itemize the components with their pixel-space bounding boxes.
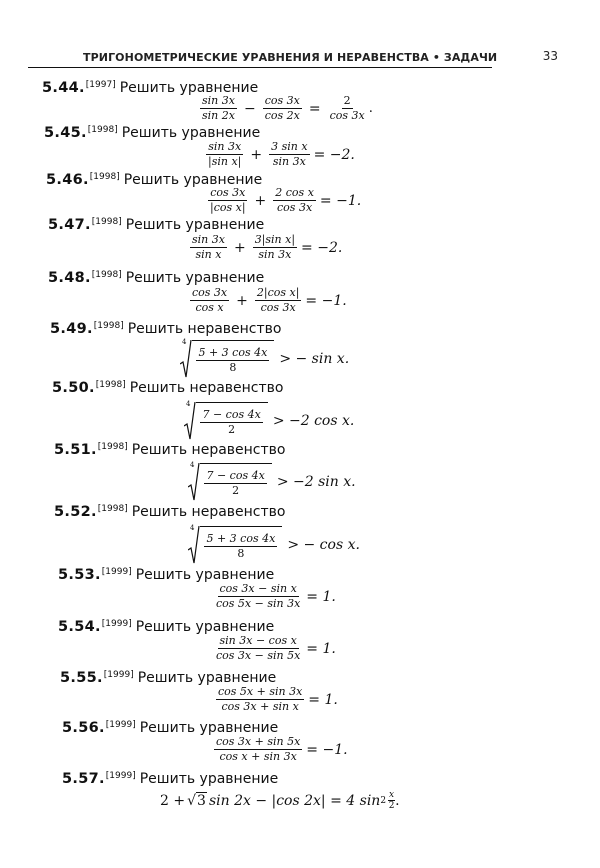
fraction: $\frac{\cos 3x + \sin 5x}{\text{cos x + sin 3x}}$ — [216, 735, 301, 763]
problem-year: [1998] — [97, 442, 128, 452]
problem-5-55-formula: $\frac{\cos 5x + \sin 3x}{\text{cos 3x + sin x}}$ = 1. — [218, 685, 338, 713]
problem-task: Решить уравнение — [125, 217, 265, 233]
problem-5-56-formula: $\frac{\cos 3x + \sin 5x}{\text{cos x + sin 3x}}$ = −1. — [216, 735, 348, 763]
problem-number: 5.49. — [50, 321, 93, 337]
problem-5-57-formula: 2 + √ 3 sin 2x − |cos 2x| = 4 sin 2 x 2 . — [160, 790, 400, 811]
problem-number: 5.51. — [54, 442, 97, 458]
problem-5-56-heading — [62, 720, 278, 736]
problem-5-51-formula: 4 $\frac{7 - \cos 4x}{2}$ > −2 sin x. — [190, 463, 356, 501]
problem-5-55-heading — [60, 670, 276, 686]
problem-5-53-heading — [58, 567, 274, 583]
running-head: ТРИГОНОМЕТРИЧЕСКИЕ УРАВНЕНИЯ И НЕРАВЕНСТВА • ЗАДАЧИ — [83, 51, 498, 64]
page-number: 33 — [542, 49, 558, 63]
problem-number: 5.44. — [42, 80, 85, 96]
problem-5-49-heading — [50, 321, 281, 337]
problem-number: 5.45. — [44, 125, 87, 141]
fraction: $\frac{\cos 3x}{\cos 2x}$ — [264, 94, 300, 122]
problem-5-50-formula: 4 $\frac{7 - \cos 4x}{2}$ > −2 cos x. — [186, 402, 354, 440]
problem-task: Решить уравнение — [121, 125, 261, 141]
problem-year: [1998] — [87, 125, 118, 135]
problem-5-50-heading — [52, 380, 283, 396]
fraction: $\frac{\sin 3x}{\text{|sin x|}}$ — [208, 140, 242, 168]
problem-year: [1998] — [91, 217, 122, 227]
problem-task: Решить неравенство — [127, 321, 282, 337]
square-root: √ 3 — [187, 793, 206, 809]
problem-number: 5.47. — [48, 217, 91, 233]
problem-year: [1998] — [95, 380, 126, 390]
problem-number: 5.55. — [60, 670, 103, 686]
problem-year: [1999] — [105, 720, 136, 730]
problem-task: Решить уравнение — [135, 619, 275, 635]
problem-5-54-heading — [58, 619, 274, 635]
problem-year: [1997] — [85, 80, 116, 90]
fraction: $\frac{\sin 3x}{\sin 2x}$ — [202, 94, 235, 122]
problem-5-52-heading — [54, 504, 285, 520]
fraction: $\frac{7 - \cos 4x}{2}$ — [206, 469, 265, 497]
problem-year: [1998] — [89, 172, 120, 182]
fourth-root: 4 $\frac{5 + 3 \cos 4x}{8}$ — [190, 526, 282, 564]
fraction: $\frac{\text{3|sin x|}}{\sin 3x}$ — [254, 233, 296, 261]
problem-year: [1999] — [101, 567, 132, 577]
problem-task: Решить уравнение — [139, 771, 279, 787]
problem-number: 5.56. — [62, 720, 105, 736]
problem-number: 5.52. — [54, 504, 97, 520]
problem-5-47-formula: $\frac{\sin 3x}{\text{sin x}}$ + $\frac{\text{3|sin x|}}{\sin 3x}$ = −2. — [192, 233, 343, 261]
problem-5-54-formula: $\frac{\text{sin 3x − cos x}}{\cos 3x - \sin 5x}$ = 1. — [216, 634, 336, 662]
problem-5-45-formula: $\frac{\sin 3x}{\text{|sin x|}}$ + $\frac{\text{3 sin x}}{\sin 3x}$ = −2. — [208, 140, 355, 168]
problem-task: Решить уравнение — [139, 720, 279, 736]
problem-number: 5.53. — [58, 567, 101, 583]
fraction: $\frac{\sin 3x}{\text{sin x}}$ — [192, 233, 225, 261]
exponent: 2 — [380, 795, 387, 806]
problem-5-48-formula: $\frac{\cos 3x}{\text{cos x}}$ + $\frac{\text{2|cos x|}}{\cos 3x}$ = −1. — [192, 286, 347, 314]
problem-number: 5.50. — [52, 380, 95, 396]
fraction: $\frac{\cos 3x}{\text{|cos x|}}$ — [210, 186, 246, 214]
problem-5-53-formula: $\frac{\text{cos 3x − sin x}}{\cos 5x - \sin 3x}$ = 1. — [216, 582, 336, 610]
fraction: $\frac{\text{2|cos x|}}{\cos 3x}$ — [256, 286, 300, 314]
fourth-root: 4 $\frac{7 - \cos 4x}{2}$ — [186, 402, 268, 440]
problem-task: Решить неравенство — [129, 380, 284, 396]
problem-5-47-heading — [48, 217, 264, 233]
problem-number: 5.57. — [62, 771, 105, 787]
problem-year: [1999] — [103, 670, 134, 680]
problem-year: [1999] — [105, 771, 136, 781]
fraction: $\frac{\cos 5x + \sin 3x}{\text{cos 3x + sin x}}$ — [218, 685, 303, 713]
fraction: $\frac{\text{2 cos x}}{\cos 3x}$ — [275, 186, 314, 214]
problem-number: 5.46. — [46, 172, 89, 188]
problem-task: Решить уравнение — [119, 80, 259, 96]
fraction: $\frac{5 + 3 \cos 4x}{8}$ — [198, 346, 268, 374]
fraction: $\frac{2}{\cos 3x}$ — [329, 94, 365, 122]
fraction: $\frac{7 - \cos 4x}{2}$ — [202, 408, 261, 436]
problem-year: [1998] — [93, 321, 124, 331]
problem-5-45-heading — [44, 125, 260, 141]
radical-sign-icon: √ — [187, 793, 197, 809]
problem-number: 5.48. — [48, 270, 91, 286]
problem-year: [1999] — [101, 619, 132, 629]
problem-5-51-heading — [54, 442, 285, 458]
fourth-root: 4 $\frac{5 + 3 \cos 4x}{8}$ — [182, 340, 274, 378]
fraction: $\frac{\text{3 sin x}}{\sin 3x}$ — [271, 140, 308, 168]
problem-year: [1998] — [97, 504, 128, 514]
problem-year: [1998] — [91, 270, 122, 280]
fraction: $\frac{\text{sin 3x − cos x}}{\cos 3x - \sin 5x}$ — [216, 634, 301, 662]
fourth-root: 4 $\frac{7 - \cos 4x}{2}$ — [190, 463, 272, 501]
fraction: $\frac{\text{cos 3x − sin x}}{\cos 5x - \sin 3x}$ — [216, 582, 301, 610]
problem-task: Решить уравнение — [123, 172, 263, 188]
problem-task: Решить неравенство — [131, 442, 286, 458]
problem-task: Решить уравнение — [137, 670, 277, 686]
problem-5-46-formula: $\frac{\cos 3x}{\text{|cos x|}}$ + $\frac{\text{2 cos x}}{\cos 3x}$ = −1. — [210, 186, 362, 214]
problem-5-49-formula: 4 $\frac{5 + 3 \cos 4x}{8}$ > − sin x. — [182, 340, 349, 378]
problem-number: 5.54. — [58, 619, 101, 635]
problem-5-48-heading — [48, 270, 264, 286]
problem-5-52-formula: 4 $\frac{5 + 3 \cos 4x}{8}$ > − cos x. — [190, 526, 360, 564]
page-header — [28, 44, 562, 66]
fraction: $\frac{\cos 3x}{\text{cos x}}$ — [192, 286, 228, 314]
problem-5-57-heading — [62, 771, 278, 787]
fraction: x 2 — [388, 790, 395, 811]
problem-task: Решить неравенство — [131, 504, 286, 520]
problem-task: Решить уравнение — [125, 270, 265, 286]
fraction: $\frac{5 + 3 \cos 4x}{8}$ — [206, 532, 276, 560]
problem-5-44-formula: $\frac{\sin 3x}{\sin 2x}$ − $\frac{\cos 3x}{\cos 2x}$ = $\frac{2}{\cos 3x}$ . — [202, 94, 373, 122]
header-rule — [28, 67, 492, 68]
problem-task: Решить уравнение — [135, 567, 275, 583]
